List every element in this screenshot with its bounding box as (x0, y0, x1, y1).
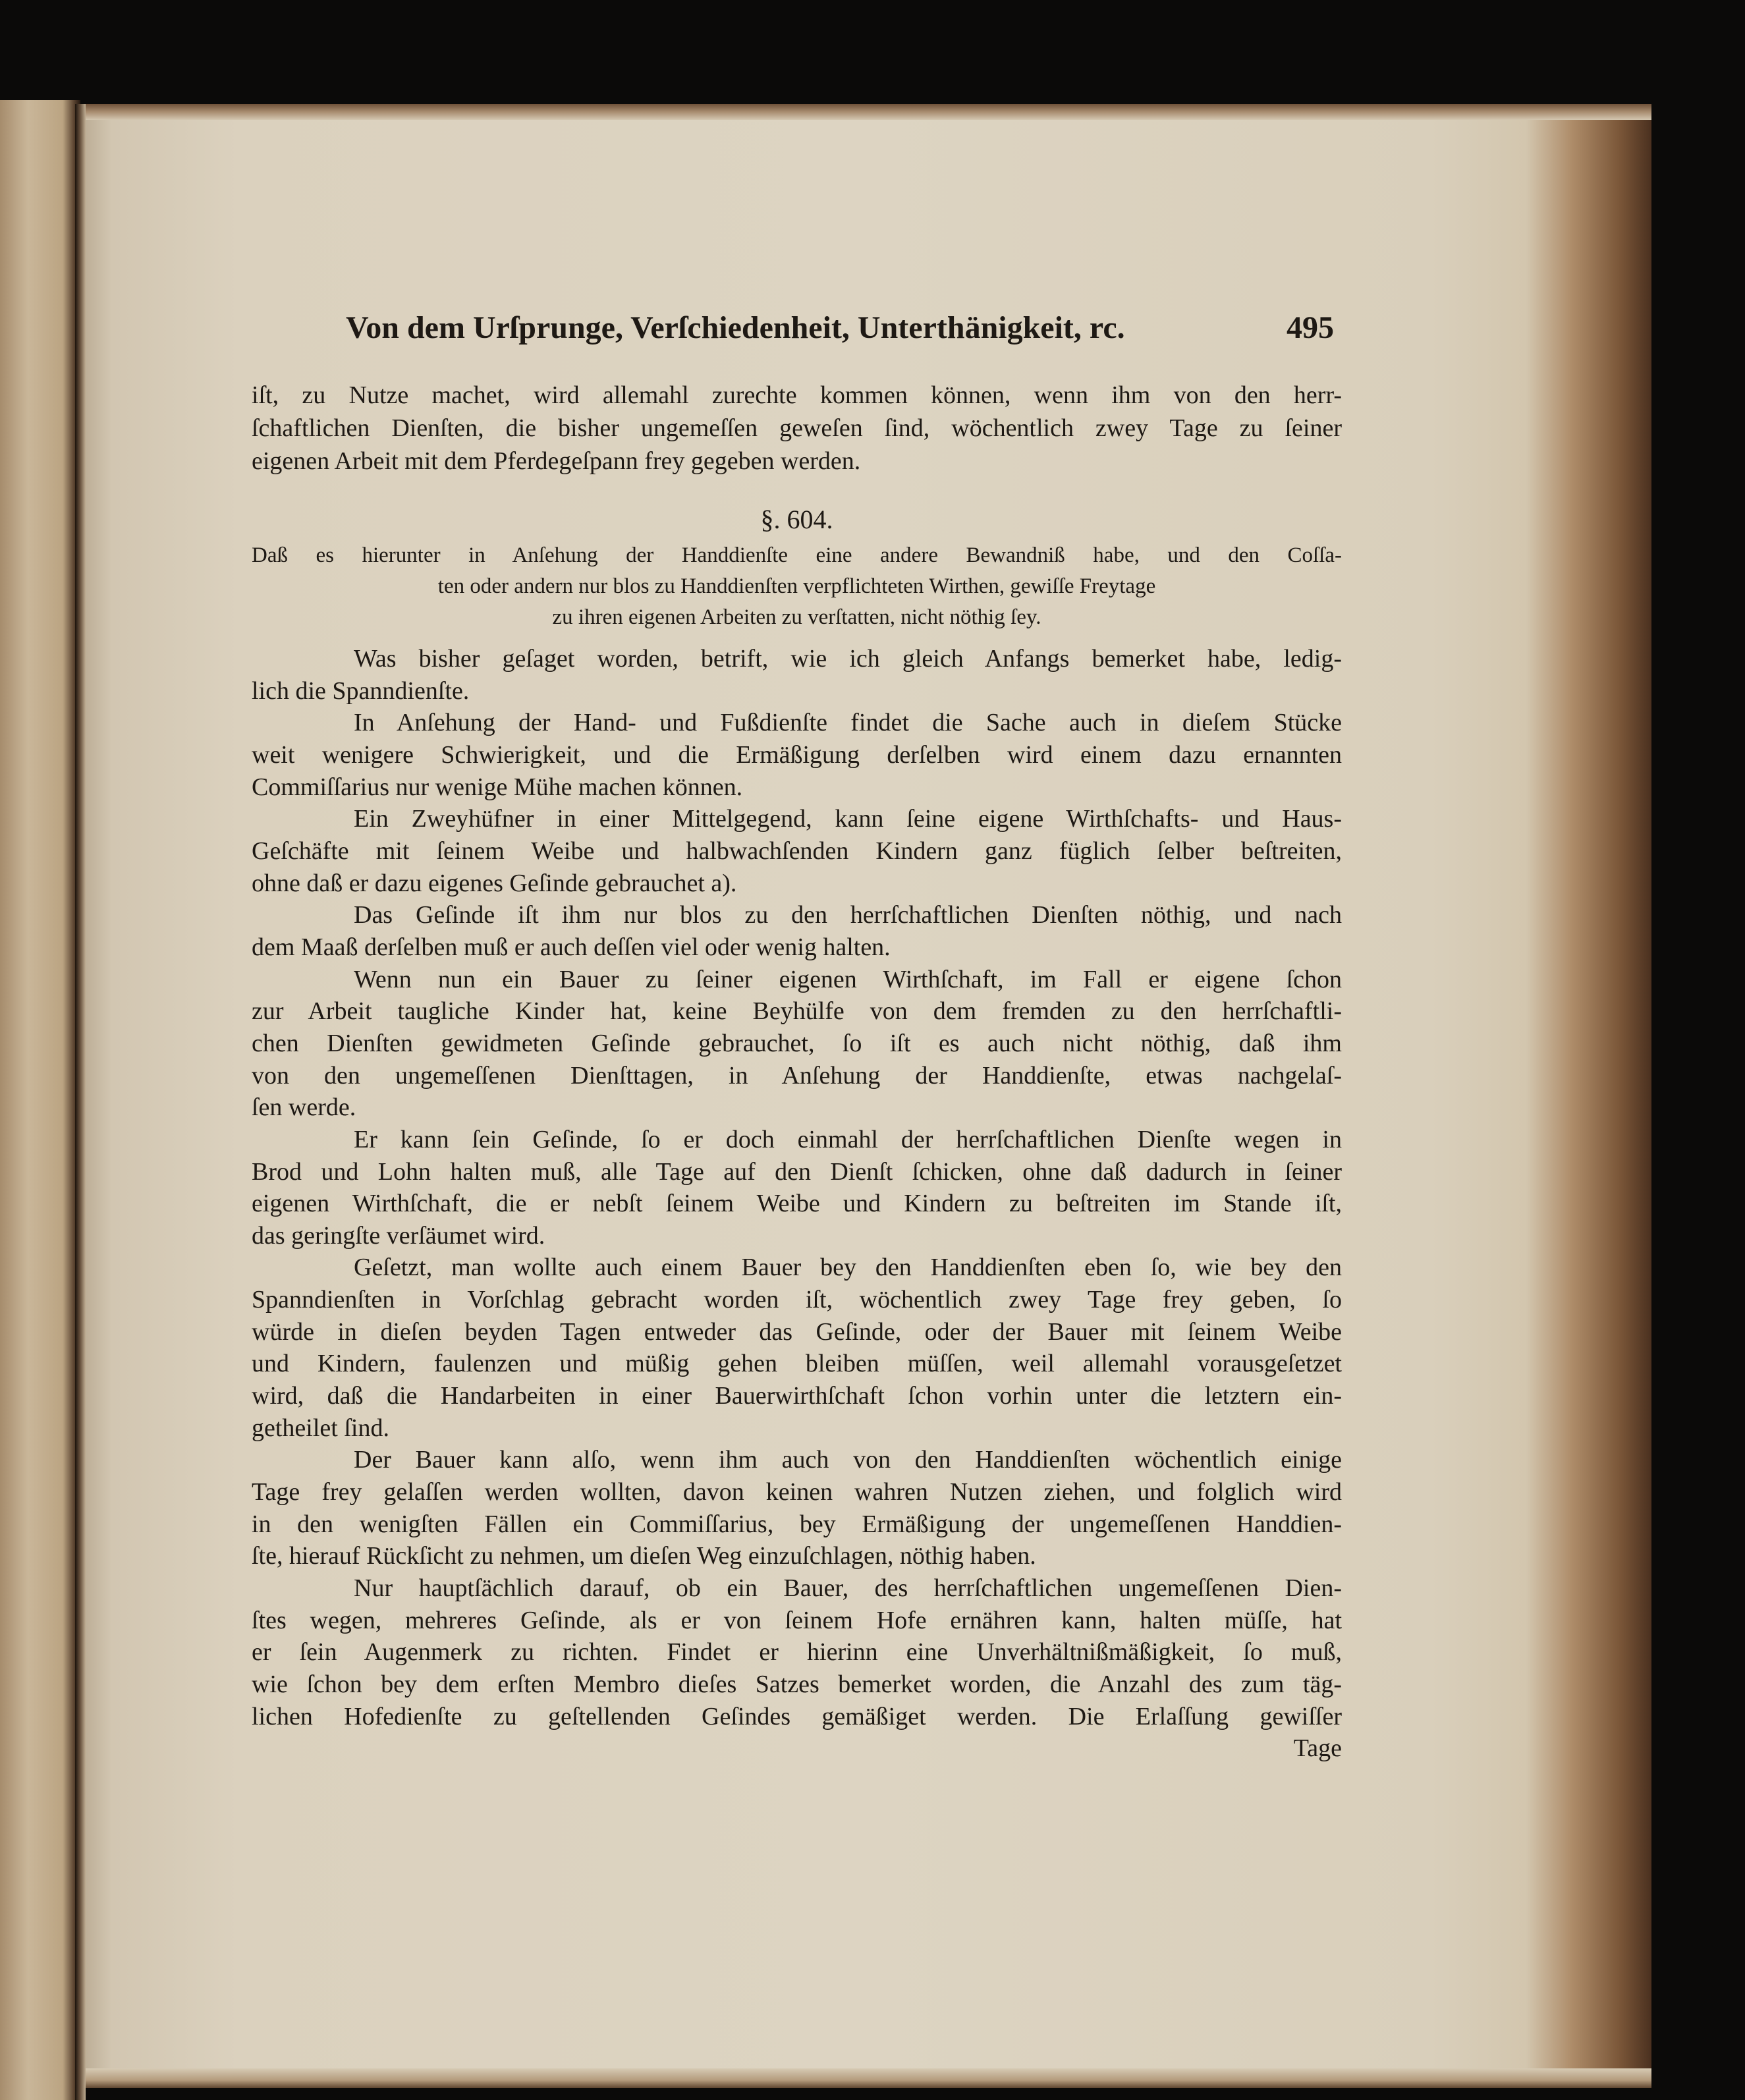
text-line: Er kann ſein Geſinde, ſo er doch einmahl der herrſchaftlichen Dienſte wegen in (354, 1125, 1342, 1153)
text-line: Das Geſinde iſt ihm nur blos zu den herrſchaftlichen Dienſten nöthig, und nach (354, 901, 1342, 929)
page-number: 495 (1287, 310, 1334, 345)
text-line: Tage frey gelaſſen werden wollten, davon keinen wahren Nutzen ziehen, und folglich wird (252, 1478, 1342, 1506)
text-line: Nur hauptſächlich darauf, ob ein Bauer, des herrſchaftlichen ungemeſſenen Dien- (354, 1574, 1342, 1603)
text-line: Geſetzt, man wollte auch einem Bauer bey den Handdienſten eben ſo, wie bey den (354, 1254, 1342, 1282)
text-line: Was bisher geſaget worden, betrift, wie ich gleich Anfangs bemerket habe, ledig- (354, 645, 1342, 673)
text-line: getheilet ſind. (252, 1414, 389, 1442)
running-head (346, 305, 1334, 351)
text-line: ſtes wegen, mehreres Geſinde, als er von ſeinem Hofe ernähren kann, halten müſſe, hat (252, 1606, 1342, 1634)
section-number: §. 604. (760, 505, 833, 534)
text-line: und Kindern, faulenzen und müßig gehen bleiben müſſen, weil allemahl vorausgeſetzet (252, 1350, 1342, 1378)
summary-line: ten oder andern nur blos zu Handdienſten verpflichteten Wirthen, gewiſſe Freytage (437, 574, 1156, 598)
text-line: das geringſte verſäumet wird. (252, 1221, 545, 1250)
text-line: Spanndienſten in Vorſchlag gebracht worden iſt, wöchentlich zwey Tage frey geben, ſo (252, 1286, 1342, 1314)
text-line: in den wenigſten Fällen ein Commiſſarius, bey Ermäßigung der ungemeſſenen Handdien- (252, 1510, 1342, 1538)
body-text (252, 643, 1342, 1765)
book-gutter (75, 104, 86, 2100)
catchword: Tage (1293, 1734, 1342, 1763)
paragraph (252, 964, 1342, 1124)
paragraph (252, 1444, 1342, 1572)
running-title: Von dem Urſprunge, Verſchiedenheit, Unterthänigkeit, rc. (346, 310, 1125, 345)
text-line: eigenen Arbeit mit dem Pferdegeſpann frey gegeben werden. (252, 447, 861, 475)
text-line: chen Dienſten gewidmeten Geſinde gebrauchet, ſo iſt es auch nicht nöthig, daß ihm (252, 1029, 1342, 1057)
paragraph (252, 803, 1342, 899)
paragraph (252, 643, 1342, 707)
text-line: In Anſehung der Hand- und Fußdienſte findet die Sache auch in dieſem Stücke (354, 709, 1342, 737)
text-line: Commiſſarius nur wenige Mühe machen können. (252, 773, 743, 801)
section-summary (252, 540, 1342, 633)
text-line: wie ſchon bey dem erſten Membro dieſes Satzes bemerket worden, die Anzahl des zum täg- (252, 1671, 1342, 1698)
summary-line: zu ihren eigenen Arbeiten zu verſtatten, nicht nöthig ſey. (552, 605, 1041, 629)
paragraph (252, 707, 1342, 803)
text-line: Geſchäfte mit ſeinem Weibe und halbwachſenden Kindern ganz füglich ſelber beſtreiten, (252, 837, 1342, 865)
text-line: Brod und Lohn halten muß, alle Tage auf den Dienſt ſchicken, ohne daß dadurch in ſeiner (252, 1157, 1342, 1186)
text-line: er ſein Augenmerk zu richten. Findet er hierinn eine Unverhältnißmäßigkeit, ſo muß, (252, 1638, 1342, 1667)
text-line: wird, daß die Handarbeiten in einer Bauerwirthſchaft ſchon vorhin unter die letztern ein- (252, 1382, 1342, 1410)
text-line: zur Arbeit taugliche Kinder hat, keine Beyhülfe von dem fremden zu den herrſchaftli- (252, 997, 1342, 1026)
text-line: dem Maaß derſelben muß er auch deſſen viel oder wenig halten. (252, 933, 891, 961)
paragraph (252, 1124, 1342, 1252)
paragraph (252, 899, 1342, 963)
text-line: eigenen Wirthſchaft, die er nebſt ſeinem Weibe und Kindern zu beſtreiten im Stande iſt, (252, 1190, 1342, 1218)
carryover-text (252, 379, 1342, 478)
paragraph (252, 1572, 1342, 1732)
text-line: lichen Hofedienſte zu geſtellenden Geſindes gemäßiget werden. Die Erlaſſung gewiſſer (252, 1702, 1342, 1730)
text-line: ſen werde. (252, 1093, 356, 1122)
text-line: lich die Spanndienſte. (252, 677, 470, 705)
text-line: würde in dieſen beyden Tagen entweder das Geſinde, oder der Bauer mit ſeinem Weibe (252, 1317, 1342, 1346)
page-bottom-edge (80, 2068, 1651, 2088)
page-top-edge (80, 104, 1651, 120)
text-line: ſchaftlichen Dienſten, die bisher ungemeſſen geweſen ſind, wöchentlich zwey Tage zu ſeiner (252, 414, 1342, 442)
text-line: Wenn nun ein Bauer zu ſeiner eigenen Wirthſchaft, im Fall er eigene ſchon (354, 965, 1342, 993)
text-line: von den ungemeſſenen Dienſttagen, in Anſehung der Handdienſte, etwas nachgelaſ- (252, 1061, 1342, 1090)
text-line: Der Bauer kann alſo, wenn ihm auch von den Handdienſten wöchentlich einige (354, 1446, 1342, 1474)
paragraph (252, 1252, 1342, 1444)
text-line: ſte, hierauf Rückſicht zu nehmen, um dieſen Weg einzuſchlagen, nöthig haben. (252, 1542, 1036, 1570)
text-line: weit wenigere Schwierigkeit, und die Ermäßigung derſelben wird einem dazu ernannten (252, 740, 1342, 769)
text-line: iſt, zu Nutze machet, wird allemahl zurechte kommen können, wenn ihm von den herr- (252, 381, 1342, 409)
text-line: Ein Zweyhüfner in einer Mittelgegend, kann ſeine eigene Wirthſchafts- und Haus- (354, 805, 1342, 833)
text-line: ohne daß er dazu eigenes Geſinde gebrauchet a). (252, 869, 737, 897)
summary-line: Daß es hierunter in Anſehung der Handdienſte eine andere Bewandniß habe, und den Coſſa- (252, 543, 1342, 567)
left-page-edge (0, 100, 80, 2100)
